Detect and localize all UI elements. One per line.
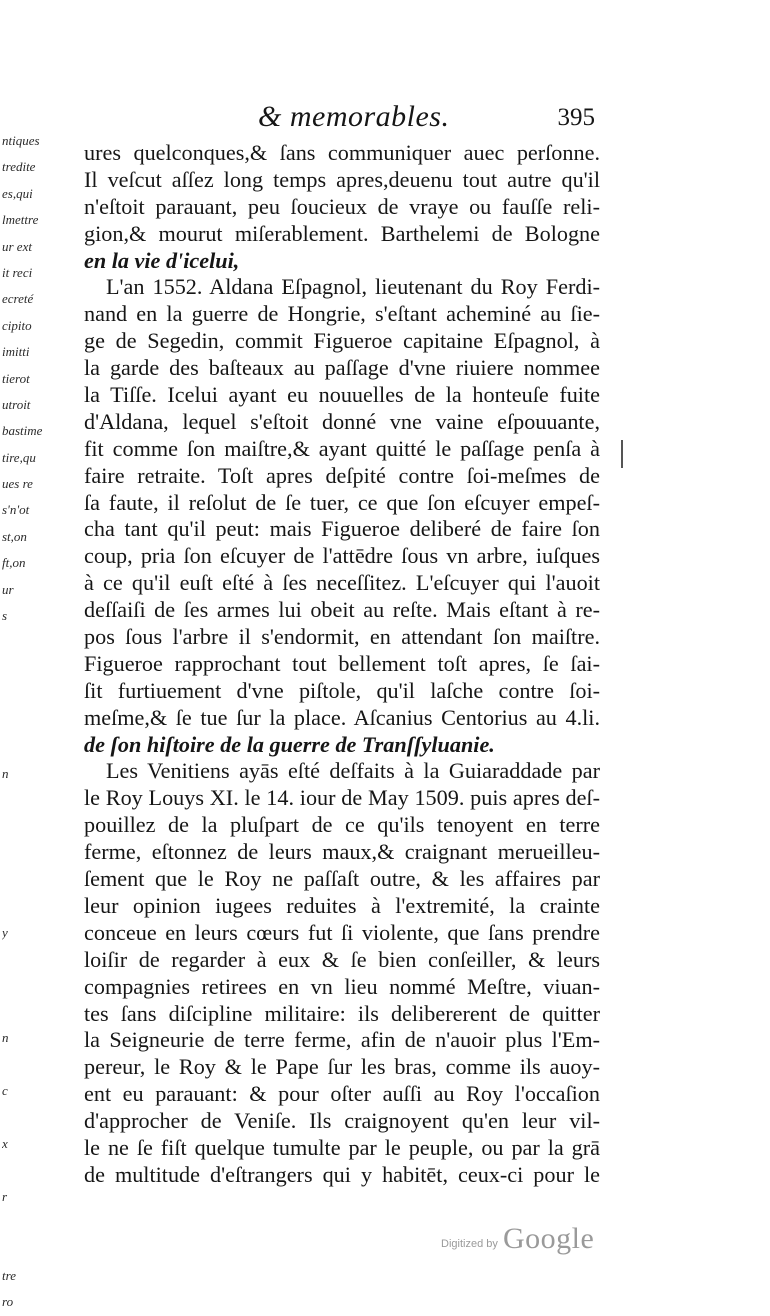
running-head bbox=[90, 100, 595, 136]
text-line: L'an 1552. Aldana Eſpagnol, lieutenant du Roy Ferdi- bbox=[106, 274, 600, 300]
margin-fragment bbox=[2, 1052, 54, 1078]
text-line: leur opinion iugees reduites à l'extremité, la crainte bbox=[84, 892, 600, 918]
margin-fragment: es,qui bbox=[2, 185, 33, 201]
text-line: conceue en leurs cœurs fut ſi violente, que ſans prendre bbox=[84, 919, 600, 945]
text-line: compagnies retirees en vn lieu nommé Meſtre, viuan- bbox=[84, 973, 600, 999]
margin-fragment: bastime bbox=[2, 423, 43, 439]
text-line: ferme, eſtonnez de leurs maux,& craignant merueilleu- bbox=[84, 839, 600, 865]
text-line: le Roy Louys XI. le 14. iour de May 1509. puis apres deſ- bbox=[84, 785, 600, 811]
margin-fragment bbox=[2, 735, 54, 761]
text-line: fit comme ſon maiſtre,& ayant quitté le paſſage penſa à bbox=[84, 435, 600, 461]
facing-page-margin-fragments bbox=[2, 128, 54, 1316]
text-line: pouillez de la pluſpart de ce qu'ils tenoyent en terre bbox=[84, 812, 600, 838]
text-line: ge de Segedin, commit Figueroe capitaine Eſpagnol, à bbox=[84, 328, 600, 354]
text-line: gion,& mourut miſerablement. Barthelemi de Bologne bbox=[84, 220, 600, 246]
margin-fragment bbox=[2, 1236, 54, 1262]
text-line: de multitude d'eſtrangers qui y habitēt, ceux-ci pour le bbox=[84, 1161, 600, 1187]
margin-fragment: ro bbox=[2, 1294, 14, 1310]
text-line: Il veſcut aſſez long temps apres,deuenu tout autre qu'il bbox=[84, 166, 600, 192]
margin-fragment bbox=[2, 656, 54, 682]
body-text bbox=[84, 140, 600, 1189]
margin-fragment: imitti bbox=[2, 344, 30, 360]
margin-fragment: tire,qu bbox=[2, 449, 36, 465]
margin-fragment bbox=[2, 841, 54, 867]
ink-mark bbox=[621, 440, 623, 468]
margin-fragment: s bbox=[2, 608, 8, 624]
text-line: la Tiſſe. Icelui ayant eu nouuelles de la honteuſe fuite bbox=[84, 382, 600, 408]
text-line: ſit furtiuement d'vne piſtole, qu'il laſche contre ſoi- bbox=[84, 677, 600, 703]
margin-fragment: c bbox=[2, 1083, 8, 1099]
margin-fragment: ntiques bbox=[2, 133, 40, 148]
google-logo: Google bbox=[503, 1222, 595, 1255]
margin-fragment bbox=[2, 946, 54, 972]
margin-fragment: tierot bbox=[2, 370, 30, 386]
margin-fragment: st,on bbox=[2, 528, 27, 544]
margin-fragment bbox=[2, 682, 54, 708]
running-head-title: & memorables. bbox=[258, 100, 450, 133]
margin-fragment: y bbox=[2, 924, 8, 940]
text-line: le ne ſe fiſt quelque tumulte par le peuple, ou par la grā bbox=[84, 1134, 600, 1160]
text-line: loiſir de regarder à eux & ſe bien conſeiller, & leurs bbox=[84, 946, 600, 972]
margin-fragment bbox=[2, 1104, 54, 1130]
text-line: Figueroe rapprochant tout bellement toſt apres, ſe ſai- bbox=[84, 650, 600, 676]
margin-fragment: ur bbox=[2, 581, 14, 597]
margin-fragment: ft,on bbox=[2, 555, 26, 571]
margin-fragment: ur ext bbox=[2, 238, 32, 254]
margin-fragment: n bbox=[2, 1030, 9, 1046]
margin-fragment bbox=[2, 1210, 54, 1236]
margin-fragment: ecreté bbox=[2, 291, 34, 307]
text-line: d'Aldana, lequel s'eſtoit donné vne vaine eſpouuante, bbox=[84, 408, 600, 434]
margin-fragment bbox=[2, 788, 54, 814]
watermark-prefix: Digitized by bbox=[441, 1238, 498, 1250]
text-line: à ce qu'il euſt eſté à ſes neceſſitez. L'eſcuyer qui l'auoit bbox=[84, 570, 600, 596]
text-line: coup, pria ſon eſcuyer de l'attēdre ſous vn arbre, iuſques bbox=[84, 543, 600, 569]
text-line: en la vie d'icelui, bbox=[84, 247, 240, 273]
text-line: faire retraite. Toſt apres deſpité contre ſoi-meſmes de bbox=[84, 462, 600, 488]
margin-fragment: it reci bbox=[2, 264, 33, 280]
margin-fragment bbox=[2, 814, 54, 840]
margin-fragment: x bbox=[2, 1135, 8, 1151]
margin-fragment: s'n'ot bbox=[2, 502, 30, 518]
text-line: ures quelconques,& ſans communiquer auec perſonne. bbox=[84, 140, 600, 165]
margin-fragment bbox=[2, 999, 54, 1025]
text-line: n'eſtoit parauant, peu ſoucieux de vraye ou fauſſe reli- bbox=[84, 193, 600, 219]
margin-fragment: r bbox=[2, 1188, 8, 1204]
text-line: meſme,& ſe tue ſur la place. Aſcanius Centorius au 4.li. bbox=[84, 704, 600, 730]
margin-fragment bbox=[2, 709, 54, 735]
text-line: deſſaiſi de ſes armes lui obeit au reſte. Mais eſtant à re- bbox=[84, 597, 600, 623]
text-line: pos ſous l'arbre il s'endormit, en attendant ſon maiſtre. bbox=[84, 624, 600, 650]
text-line: la garde des baſteaux au paſſage d'vne riuiere nommee bbox=[84, 355, 600, 381]
margin-fragment: ues re bbox=[2, 476, 33, 492]
margin-fragment: n bbox=[2, 766, 9, 782]
margin-fragment: utroit bbox=[2, 396, 31, 412]
text-line: nand en la guerre de Hongrie, s'eſtant acheminé au ſie- bbox=[84, 301, 600, 327]
page-number: 395 bbox=[557, 104, 595, 131]
margin-fragment bbox=[2, 629, 54, 655]
margin-fragment: cipito bbox=[2, 317, 32, 333]
margin-fragment bbox=[2, 973, 54, 999]
margin-fragment: lmettre bbox=[2, 212, 39, 228]
text-line: tes ſans diſcipline militaire: ils delibererent de quitter bbox=[84, 1000, 600, 1026]
text-line: ſa faute, il reſolut de ſe tuer, ce que ſon eſcuyer empeſ- bbox=[84, 489, 600, 515]
margin-fragment: tre bbox=[2, 1267, 16, 1283]
text-line: d'approcher de Veniſe. Ils craignoyent qu'en leur vil- bbox=[84, 1108, 600, 1134]
margin-fragment bbox=[2, 1157, 54, 1183]
text-line: cha tant qu'il peut: mais Figueroe deliberé de faire ſon bbox=[84, 516, 600, 542]
text-line: ſement que le Roy ne paſſaſt outre, & les affaires par bbox=[84, 866, 600, 892]
margin-fragment: tredite bbox=[2, 159, 36, 175]
text-line: pereur, le Roy & le Pape ſur les bras, comme ils auoy- bbox=[84, 1054, 600, 1080]
text-line: de ſon hiſtoire de la guerre de Tranſſyluanie. bbox=[84, 731, 495, 757]
margin-fragment bbox=[2, 867, 54, 893]
text-line: Les Venitiens ayās eſté deſfaits à la Guiaraddade par bbox=[106, 758, 600, 784]
text-line: ent eu parauant: & pour oſter auſſi au Roy l'occaſion bbox=[84, 1081, 600, 1107]
margin-fragment bbox=[2, 893, 54, 919]
text-line: la Seigneurie de terre ferme, afin de n'auoir plus l'Em- bbox=[84, 1027, 600, 1053]
